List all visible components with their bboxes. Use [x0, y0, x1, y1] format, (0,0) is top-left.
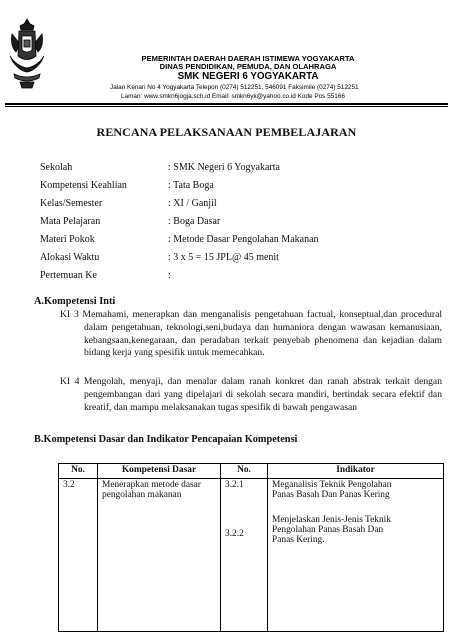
info-label: Sekolah: [40, 162, 73, 173]
header-school-name: SMK NEGERI 6 YOGYAKARTA: [177, 71, 319, 82]
info-label: Materi Pokok: [40, 234, 95, 245]
cell-indicator-no: [221, 479, 268, 632]
indicator-no-2: 3.2.2: [225, 529, 244, 539]
info-value: : 3 x 5 = 15 JPL@ 45 menit: [168, 252, 279, 263]
header-line-department: DINAS PENDIDIKAN, PEMUDA, DAN OLAHRAGA: [159, 62, 337, 71]
info-label: Kompetensi Keahlian: [40, 180, 127, 191]
ki4-paragraph: KI 4 Mengolah, menyaji, dan menalar dalam ranah konkret dan ranah abstrak terkait dengan pengembangan dari yang dipelajari di sekolah secara mandiri, bertindak secara efektif dan kreatif, dan mampu melaksanakan tugas spesifik di bawah pengawasan: [60, 376, 442, 413]
ki3-paragraph: KI 3 Memahami, menerapkan dan menganalisis pengetahuan factual, konseptual,dan procedural dalam pengetahuan, teknologi,seni,budaya dan humaniora dengan wawasan kemanusiaan, kebangsaan,kenegaraan, dan peradaban terkait penyebab phenomena dan kejadian dalam bidang kerja yang spesifik untuk memecahkan.: [60, 309, 442, 359]
table-row: [59, 479, 444, 632]
info-value: : XI / Ganjil: [168, 198, 217, 209]
info-label: Pertemuan Ke: [40, 270, 97, 281]
info-value: : Boga Dasar: [168, 216, 221, 227]
section-title-core-competence: A.Kompetensi Inti: [34, 296, 116, 307]
table-header-row: [59, 464, 444, 479]
column-header-kd: Kompetensi Dasar: [98, 464, 221, 479]
info-label: Mata Pelajaran: [40, 216, 101, 227]
indicator-no-1: 3.2.1: [225, 480, 244, 490]
cell-kd: Menerapkan metode dasar pengolahan makanan: [98, 479, 221, 632]
info-value: :: [168, 270, 171, 281]
info-label: Kelas/Semester: [40, 198, 103, 209]
header-line-government: PEMERINTAH DAERAH DAERAH ISTIMEWA YOGYAKARTA: [141, 54, 355, 63]
info-value: : Tata Boga: [168, 180, 214, 191]
indicator-text-1: Meganalisis Teknik Pengolahan Panas Basah Dan Panas Kering: [272, 480, 392, 500]
header-address: Jalan Kenari No 4 Yogyakarta Telepon (0274) 512251, 546091 Faksimile (0274) 512251: [110, 84, 359, 91]
document-title: RENCANA PELAKSANAAN PEMBELAJARAN: [96, 125, 357, 139]
header-rule-thin: [5, 106, 448, 107]
column-header-indicator-no: No.: [221, 464, 268, 479]
cell-indicator: [268, 479, 444, 632]
government-emblem-logo: [6, 16, 48, 96]
header-rule-thick: [5, 103, 448, 105]
section-title-basic-competence: B.Kompetensi Dasar dan Indikator Pencapaian Kompetensi: [34, 434, 298, 445]
column-header-indicator: Indikator: [268, 464, 444, 479]
info-value: : SMK Negeri 6 Yogyakarta: [168, 162, 280, 173]
column-header-no: No.: [59, 464, 98, 479]
info-value: : Metode Dasar Pengolahan Makanan: [168, 234, 319, 245]
cell-no: 3.2: [59, 479, 98, 632]
indicator-text-2: Menjelaskan Jenis-Jenis Teknik Pengolahan Panas Basah Dan Panas Kering.: [272, 515, 391, 545]
info-label: Alokasi Waktu: [40, 252, 100, 263]
header-contact: Laman: www.smkn6jogja.sch.id Email: smkn6yk@yahoo.co.id Kode Pos 55166: [121, 93, 345, 100]
competence-indicator-table: [58, 463, 444, 632]
